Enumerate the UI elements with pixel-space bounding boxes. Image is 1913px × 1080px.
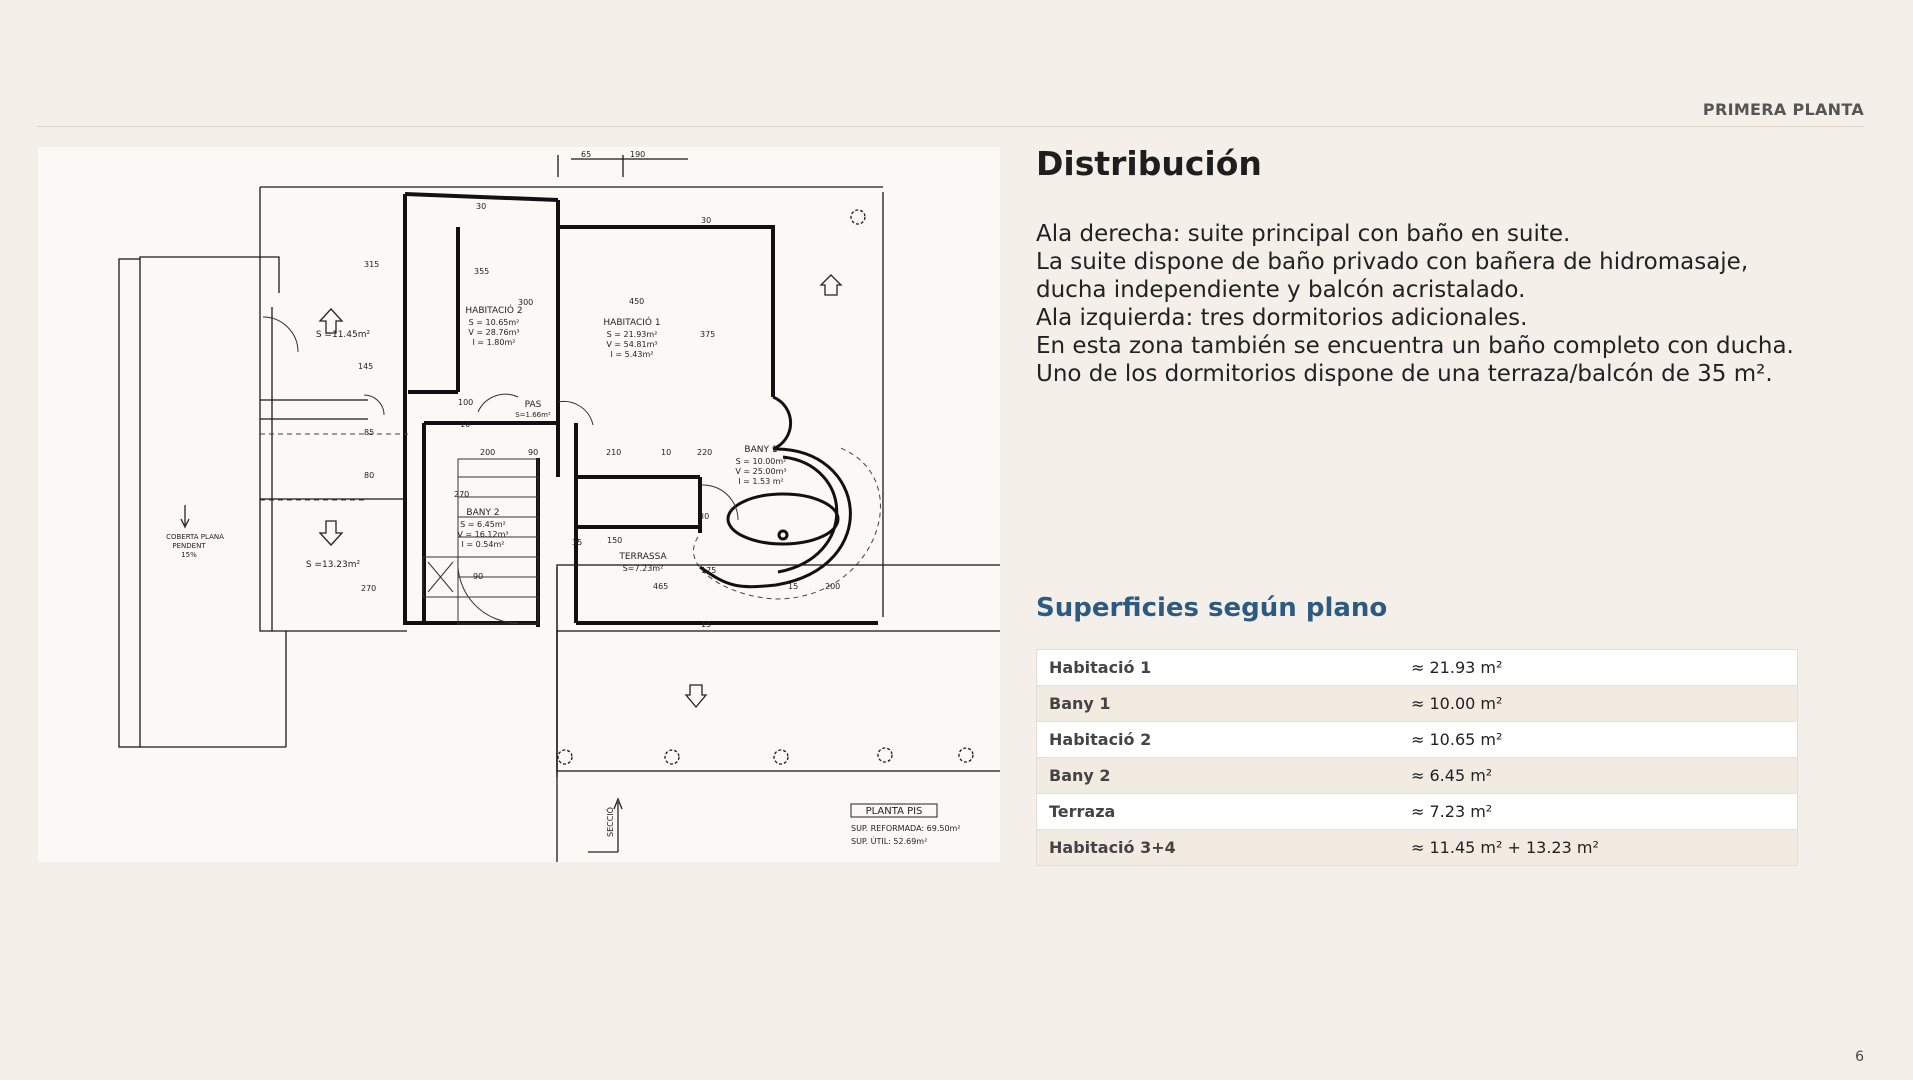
bany1-volume: V = 25.00m³ xyxy=(735,467,787,476)
table-row xyxy=(1037,650,1798,686)
dimension: 175 xyxy=(701,566,717,575)
page-title: Distribución xyxy=(1036,144,1262,183)
dimension: 200 xyxy=(480,448,496,457)
description-line: La suite dispone de baño privado con bañera de hidromasaje, xyxy=(1036,249,1749,275)
habitacio2-i: I = 1.80m² xyxy=(472,338,516,347)
bany1-i: I = 1.53 m² xyxy=(738,477,784,486)
dimension: 450 xyxy=(629,297,645,306)
habitacio2-volume: V = 28.76m³ xyxy=(468,328,520,337)
dimension: 270 xyxy=(454,490,470,499)
table-row xyxy=(1037,830,1798,866)
surfaces-title: Superficies según plano xyxy=(1036,593,1388,623)
bany2-area: S = 6.45m² xyxy=(460,520,506,529)
dimension: 300 xyxy=(518,298,534,307)
dimension: 375 xyxy=(700,330,716,339)
dimension: 210 xyxy=(606,448,622,457)
room-name: Habitació 2 xyxy=(1037,722,1400,758)
habitacio1-i: I = 5.43m² xyxy=(610,350,654,359)
terrassa-label: TERRASSA xyxy=(619,552,667,562)
header-divider xyxy=(37,126,1864,127)
bany2-volume: V = 16.12m³ xyxy=(457,530,509,539)
room-name: Bany 2 xyxy=(1037,758,1400,794)
dimension: 100 xyxy=(458,398,474,407)
dimension: 80 xyxy=(364,471,375,480)
dimension: 30 xyxy=(701,216,712,225)
room-name: Bany 1 xyxy=(1037,686,1400,722)
room-area: ≈ 10.65 m² xyxy=(1399,722,1798,758)
lower-left-area: S =13.23m² xyxy=(305,560,361,570)
dimension: 270 xyxy=(361,584,377,593)
dimension: 355 xyxy=(474,267,490,276)
bany1-area: S = 10.00m² xyxy=(735,457,787,466)
dimension: 90 xyxy=(528,448,539,457)
habitacio1-label: HABITACIÓ 1 xyxy=(603,318,661,328)
room-name: Habitació 1 xyxy=(1037,650,1400,686)
legend-title: PLANTA PIS xyxy=(865,806,923,817)
room-area: ≈ 10.00 m² xyxy=(1399,686,1798,722)
bany1-label: BANY 1 xyxy=(744,445,778,455)
habitacio1-volume: V = 54.81m³ xyxy=(606,340,658,349)
dimension: 15 xyxy=(701,620,712,629)
room-name: Terraza xyxy=(1037,794,1400,830)
dimension: 150 xyxy=(607,536,623,545)
dimension: 30 xyxy=(699,512,710,521)
terrassa-area: S=7.23m² xyxy=(622,564,664,573)
upper-left-area: S =11.45m² xyxy=(315,330,371,340)
floor-plan xyxy=(38,147,1000,862)
description xyxy=(1036,220,1856,388)
habitacio1-area: S = 21.93m² xyxy=(606,330,658,339)
room-area: ≈ 11.45 m² + 13.23 m² xyxy=(1399,830,1798,866)
habitacio2-label: HABITACIÓ 2 xyxy=(465,306,523,316)
dimension: 15 xyxy=(788,582,799,591)
section-label: PRIMERA PLANTA xyxy=(1702,100,1864,119)
description-line: Ala derecha: suite principal con baño en suite. xyxy=(1036,221,1571,247)
room-area: ≈ 7.23 m² xyxy=(1399,794,1798,830)
legend-sup-util: SUP. ÚTIL: 52.69m² xyxy=(851,837,928,846)
dimension: 10 xyxy=(460,420,471,429)
table-row xyxy=(1037,722,1798,758)
dimension: 190 xyxy=(630,150,646,159)
floor-plan-drawing xyxy=(38,147,1000,862)
roof-note-2: PENDENT xyxy=(172,542,206,550)
north-label: SECCIÓ xyxy=(606,807,615,837)
dimension: 65 xyxy=(581,150,592,159)
dimension: 200 xyxy=(825,582,841,591)
description-line: ducha independiente y balcón acristalado. xyxy=(1036,277,1526,303)
dimension: 10 xyxy=(661,448,672,457)
room-area: ≈ 6.45 m² xyxy=(1399,758,1798,794)
dimension: 35 xyxy=(572,538,583,547)
habitacio2-area: S = 10.65m² xyxy=(468,318,520,327)
bany2-i: I = 0.54m² xyxy=(461,540,505,549)
table-row xyxy=(1037,758,1798,794)
room-area: ≈ 21.93 m² xyxy=(1399,650,1798,686)
dimension: 90 xyxy=(473,572,484,581)
room-name: Habitació 3+4 xyxy=(1037,830,1400,866)
description-line: Uno de los dormitorios dispone de una terraza/balcón de 35 m². xyxy=(1036,361,1773,387)
dimension: 145 xyxy=(358,362,374,371)
dimension: 315 xyxy=(364,260,380,269)
surfaces-table xyxy=(1036,649,1798,866)
bany2-label: BANY 2 xyxy=(466,508,500,518)
roof-note-1: COBERTA PLANA xyxy=(166,533,224,541)
dimension: 220 xyxy=(697,448,713,457)
legend-sup-reformada: SUP. REFORMADA: 69.50m² xyxy=(851,824,961,833)
dimension: 30 xyxy=(476,202,487,211)
table-row xyxy=(1037,686,1798,722)
dimension: 85 xyxy=(364,428,375,437)
page-number: 6 xyxy=(1855,1049,1864,1065)
pas-area: S=1.66m² xyxy=(515,411,551,419)
roof-strip xyxy=(119,259,140,747)
dimension: 465 xyxy=(653,582,669,591)
roof-note-3: 15% xyxy=(181,551,197,559)
table-row xyxy=(1037,794,1798,830)
pas-label: PAS xyxy=(524,400,542,410)
description-line: En esta zona también se encuentra un baño completo con ducha. xyxy=(1036,333,1794,359)
description-line: Ala izquierda: tres dormitorios adicionales. xyxy=(1036,305,1528,331)
